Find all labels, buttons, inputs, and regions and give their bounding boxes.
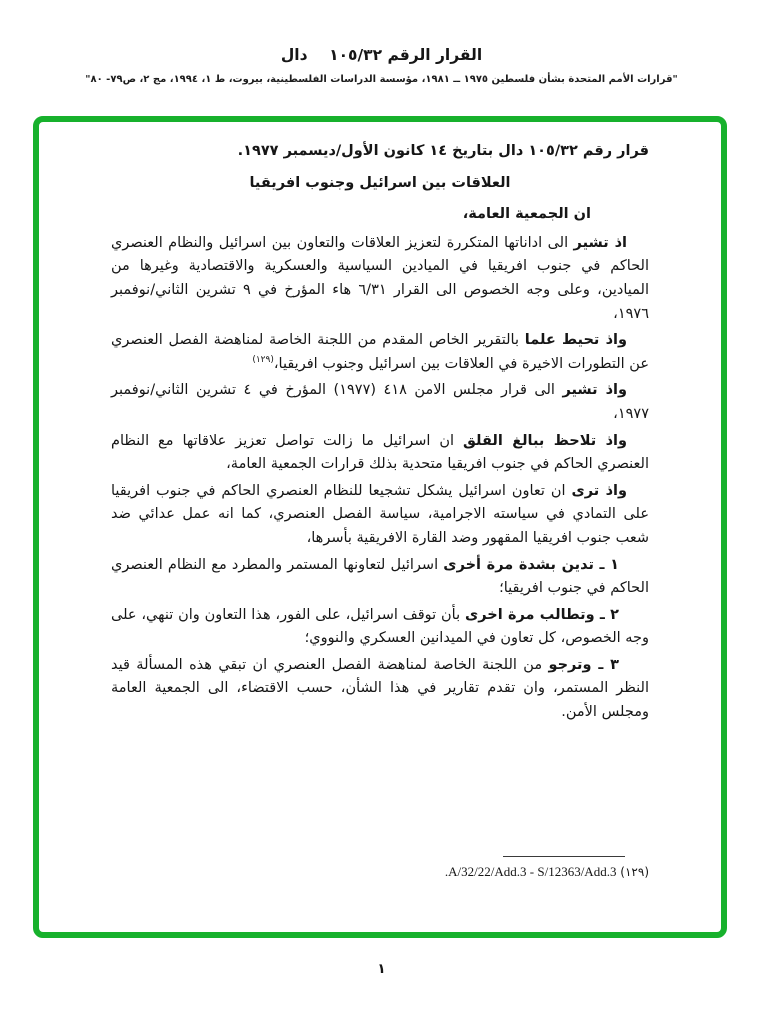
- paragraph-lead: تدين بشدة مرة أخرى: [443, 556, 594, 573]
- header-title: القرار الرقم ١٠٥/٣٢ دال: [280, 46, 483, 64]
- preamble-paragraph: واذ تلاحظ ببالغ القلق ان اسرائيل ما زالت تواصل تعزيز علاقاتها مع النظام العنصري الحاكم في جنوب افريقيا متحدية بذلك قرارات الجمعية العامة،: [111, 432, 649, 473]
- paragraph-list: [111, 232, 649, 725]
- paragraph-lead: وتطالب مرة اخرى: [464, 606, 595, 623]
- paragraph-lead: واذ تحيط علما: [524, 332, 627, 349]
- header-source-line: "قرارات الأمم المتحدة بشأن فلسطين ١٩٧٥ ــ ١٩٨١، مؤسسة الدراسات الفلسطينية، بيروت، ط ١، ١٩٩٤، مج ٢، ص٧٩- ٨٠": [85, 74, 678, 85]
- paragraph-lead: اذ تشير: [573, 234, 627, 251]
- page-number: ١: [377, 961, 386, 977]
- paragraph-lead: وترجو: [548, 656, 592, 673]
- page-header: [0, 46, 763, 85]
- paragraph-number: ٣ ـ: [591, 656, 619, 673]
- operative-paragraph: ٣ ـ وترجو من اللجنة الخاصة لمناهضة الفصل العنصري ان تبقي هذه المسألة قيد النظر المستمر، وان تقدم تقارير في هذا الشأن، حسب الاقتضاء، الى الجمعية العامة ومجلس الأمن.: [111, 656, 649, 721]
- paragraph-number: ١ ـ: [593, 556, 619, 573]
- operative-paragraph: ١ ـ تدين بشدة مرة أخرى اسرائيل لتعاونها المستمر والمطرد مع النظام العنصري الحاكم في جنوب افريقيا؛: [111, 556, 649, 597]
- footnote-reference: (١٢٩): [252, 354, 274, 365]
- footnote-separator: [503, 856, 625, 857]
- preamble-paragraph: واذ تحيط علما بالتقرير الخاص المقدم من اللجنة الخاصة لمناهضة الفصل العنصري عن التطورات الاخيرة في العلاقات بين اسرائيل وجنوب افريقيا،$^{(١٢٩)}$: [111, 332, 649, 372]
- opening-line: ان الجمعية العامة،: [462, 206, 591, 223]
- footnote-area: [111, 856, 649, 880]
- document-body: [111, 140, 649, 728]
- subject-heading: العلاقات بين اسرائيل وجنوب افريقيا: [249, 174, 511, 191]
- footnote: [111, 864, 649, 880]
- preamble-paragraph: واذ ترى ان تعاون اسرائيل يشكل تشجيعا للنظام العنصري الحاكم في جنوب افريقيا على التمادي في سياسته الاجرامية، سياسة الفصل العنصري، كما انه عمل عدائي ضد شعب جنوب افريقيا المقهور وضد القارة الافريقية بأسرها،: [111, 482, 649, 546]
- paragraph-lead: واذ تشير: [562, 382, 627, 399]
- resolution-title-line: قرار رقم ١٠٥/٣٢ دال بتاريخ ١٤ كانون الأول/ديسمبر ١٩٧٧.: [237, 143, 649, 159]
- document-frame: [33, 116, 727, 938]
- operative-paragraph: ٢ ـ وتطالب مرة اخرى بأن توقف اسرائيل، على الفور، هذا التعاون وان تنهي، على وجه الخصوص، كل تعاون في الميدانين العسكري والنووي؛: [111, 606, 649, 647]
- paragraph-lead: واذ ترى: [571, 482, 627, 499]
- paragraph-lead: واذ تلاحظ ببالغ القلق: [462, 432, 627, 449]
- preamble-paragraph: واذ تشير الى قرار مجلس الامن ٤١٨ (١٩٧٧) المؤرخ في ٤ تشرين الثاني/نوفمبر ١٩٧٧،: [111, 382, 649, 422]
- preamble-paragraph: اذ تشير الى اداناتها المتكررة لتعزيز العلاقات والتعاون بين اسرائيل والنظام العنصري الحاكم في جنوب افريقيا في الميادين السياسية والعسكرية والاقتصادية وغيرها من الميادين، وعلى وجه الخصوص الى القرار ٦/٣١ هاء المؤرخ في ٩ تشرين الثاني/نوفمبر ١٩٧٦،: [111, 234, 649, 322]
- footnote-document-symbols: A/32/22/Add.3 - S/12363/Add.3.: [444, 864, 617, 879]
- footnote-marker: (١٢٩): [620, 865, 649, 879]
- paragraph-number: ٢ ـ: [594, 606, 619, 623]
